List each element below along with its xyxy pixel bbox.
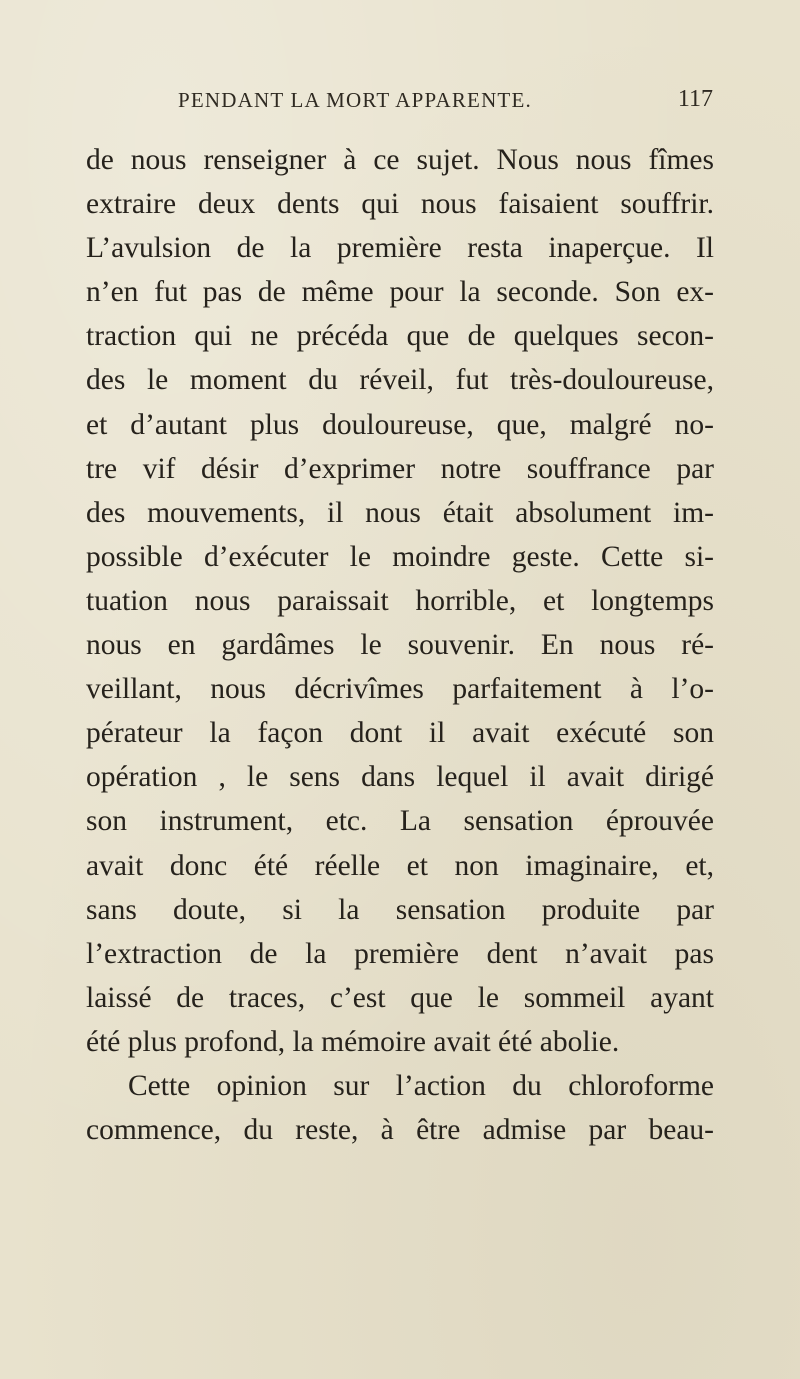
text-line: L’avulsion de la première resta inaperçue. Il [86,232,714,265]
running-title: PENDANT LA MORT APPARENTE. [178,88,532,112]
text-line: extraire deux dents qui nous faisaient souffrir. [86,188,714,221]
text-line: de nous renseigner à ce sujet. Nous nous fîmes [86,144,714,176]
text-line: veillant, nous décrivîmes parfaitement à l’o- [86,673,714,706]
text-line: son instrument, etc. La sensation éprouvée [86,805,714,838]
page-number: 117 [677,86,713,112]
text-line: des le moment du réveil, fut très-douloureuse, [86,364,714,397]
text-line: tuation nous paraissait horrible, et longtemps [86,584,714,617]
text-line: été plus profond, la mémoire avait été abolie. [86,1025,620,1058]
text-line: possible d’exécuter le moindre geste. Cette si- [86,540,714,573]
text-line: avait donc été réelle et non imaginaire, et, [86,849,714,882]
running-head [178,88,713,118]
text-line: Cette opinion sur l’action du chloroforme [128,1069,714,1102]
text-line: pérateur la façon dont il avait exécuté son [86,717,714,750]
text-line: des mouvements, il nous était absolument im- [86,496,714,529]
text-line: tre vif désir d’exprimer notre souffrance par [86,452,714,485]
text-line: commence, du reste, à être admise par beau- [86,1114,714,1147]
text-line: n’en fut pas de même pour la seconde. Son ex- [86,276,714,309]
text-line: laissé de traces, c’est que le sommeil ayant [86,981,714,1014]
text-line: l’extraction de la première dent n’avait pas [86,937,714,970]
text-line: traction qui ne précéda que de quelques secon- [86,320,714,353]
body-text [86,138,714,1152]
text-line: nous en gardâmes le souvenir. En nous ré- [86,629,714,662]
text-line: sans doute, si la sensation produite par [86,893,714,926]
text-line: opération , le sens dans lequel il avait dirigé [86,761,714,794]
text-line: et d’autant plus douloureuse, que, malgré no- [86,408,714,441]
